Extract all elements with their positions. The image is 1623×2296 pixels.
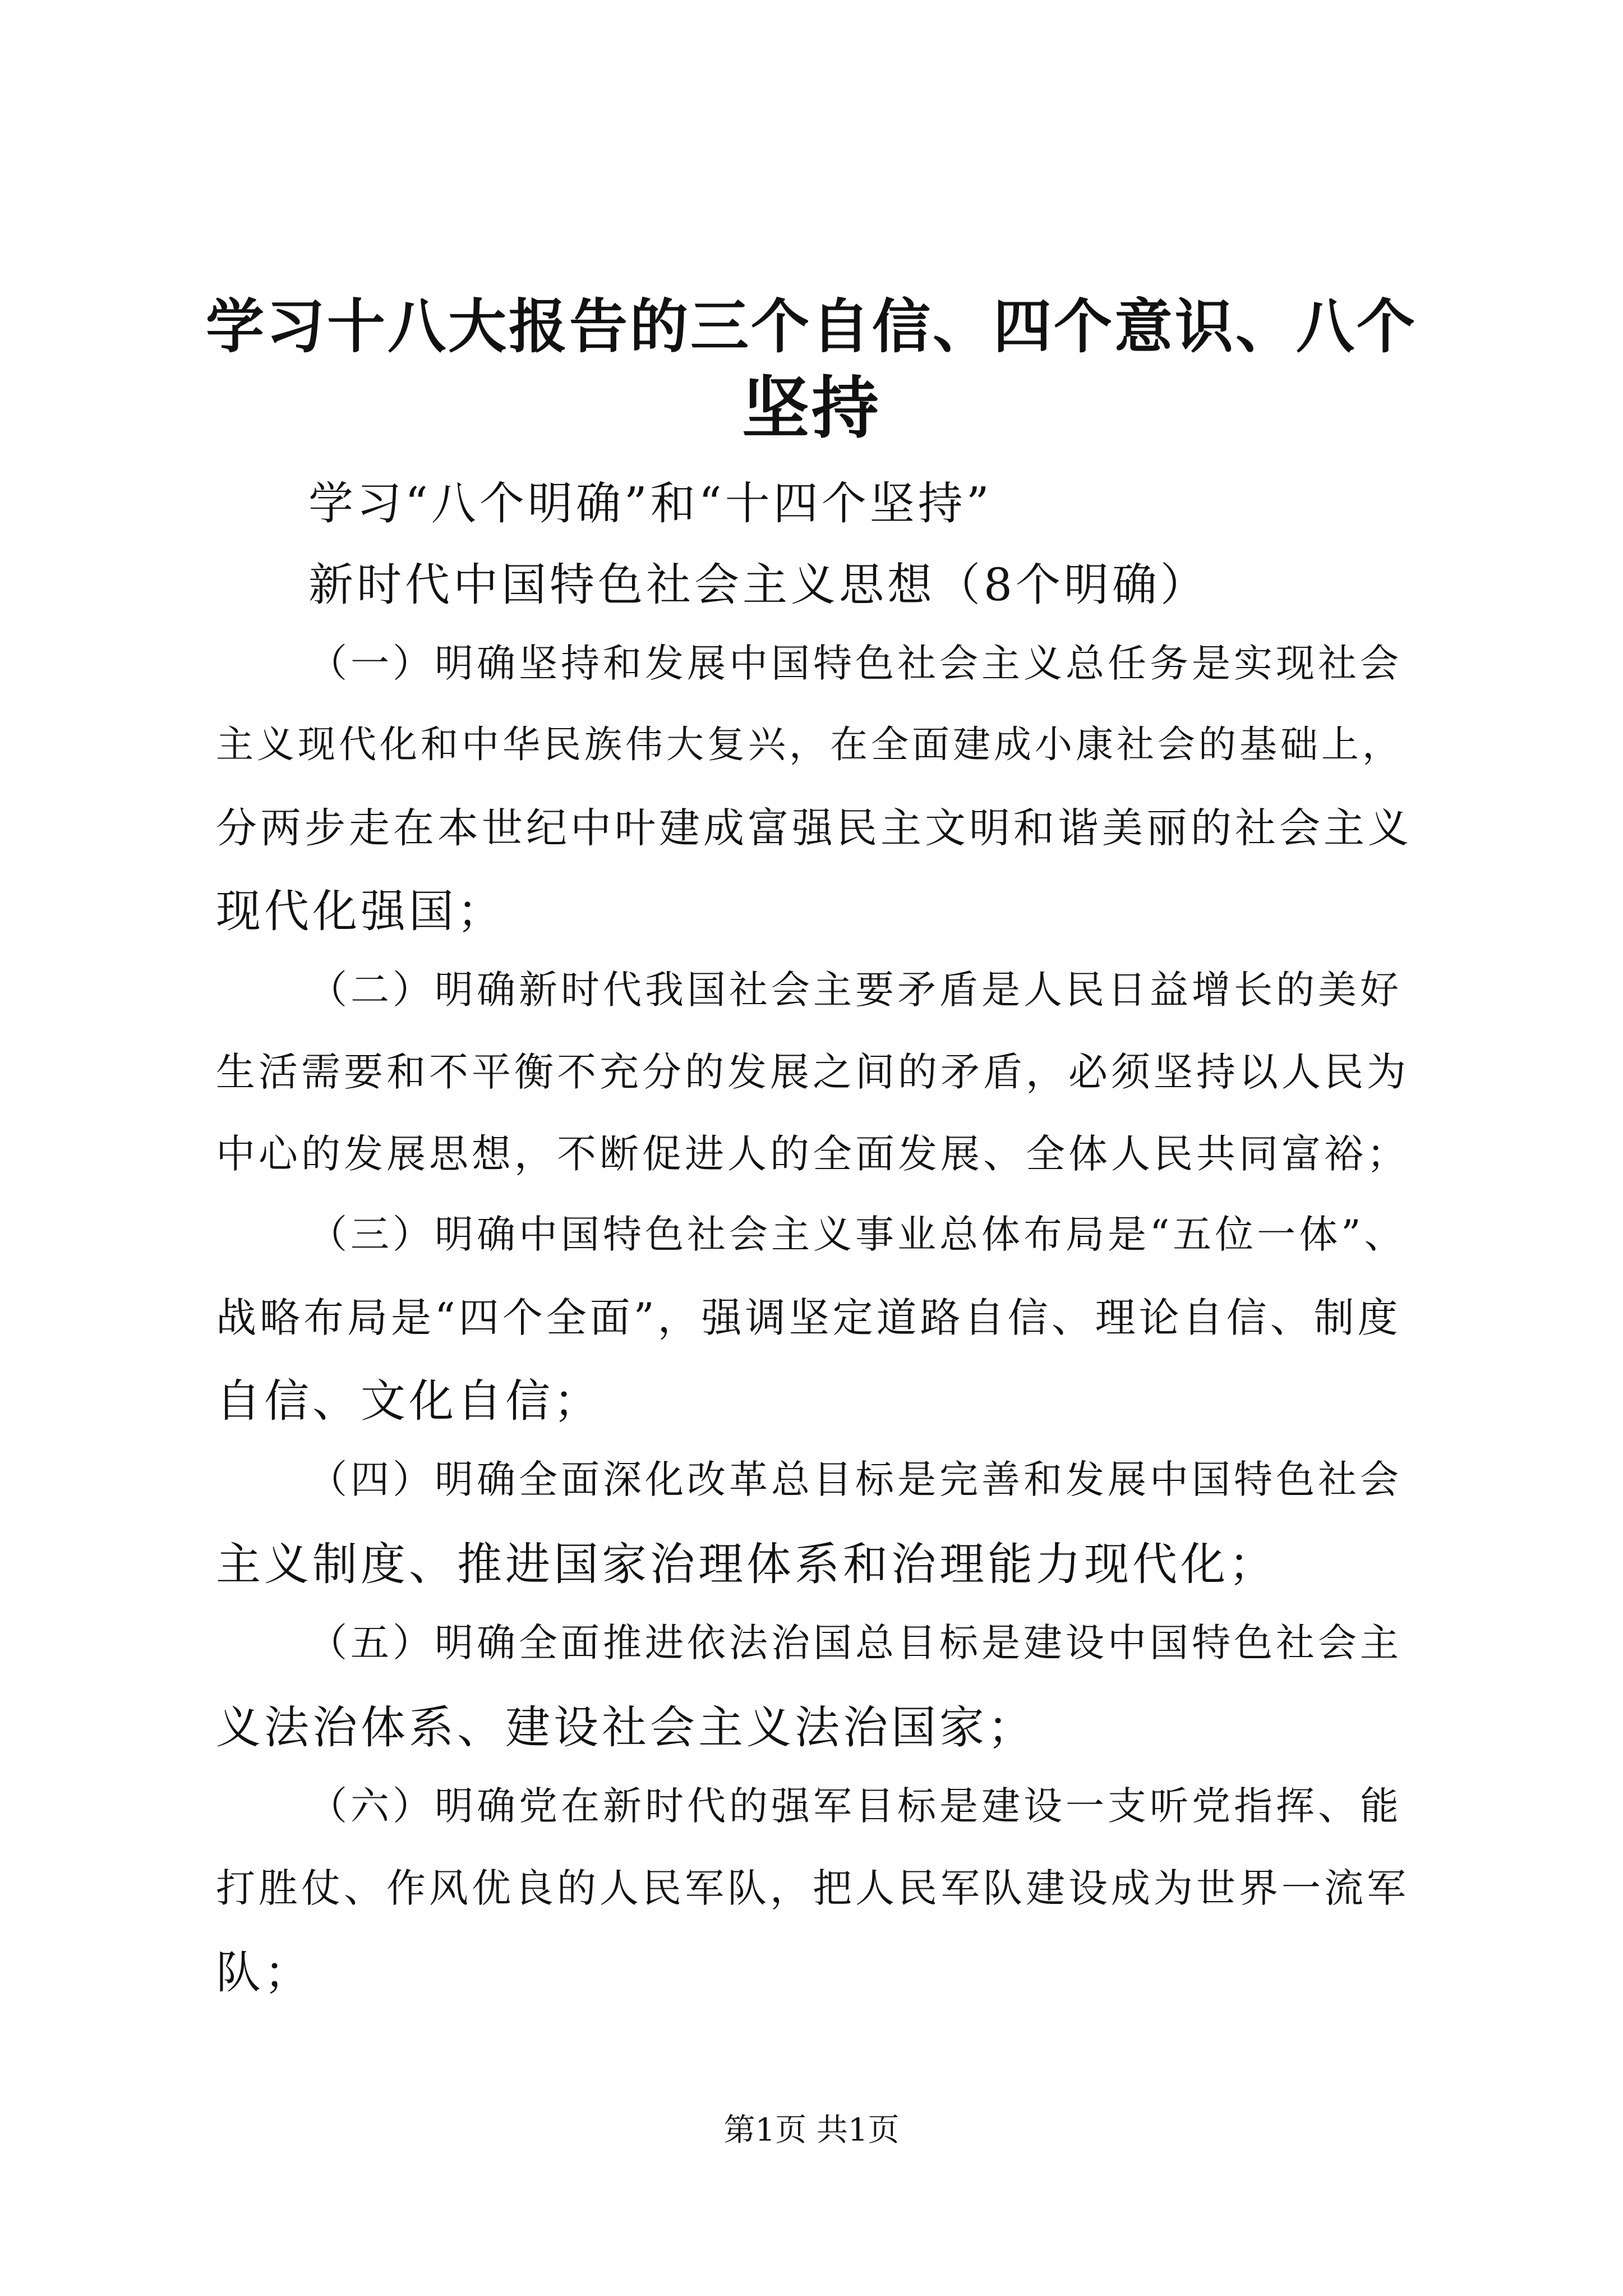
- subtitle: 学习“八个明确”和“十四个坚持”: [308, 477, 993, 530]
- paragraph-4-line-2: 主义制度、推进国家治理体系和治理能力现代化；: [216, 1538, 1277, 1590]
- paragraph-1-line-2: 主义现代化和中华民族伟大复兴，在全面建成小康社会的基础上，: [216, 723, 1403, 766]
- document-title-line-1: 学习十八大报告的三个自信、四个意识、八个: [205, 292, 1417, 361]
- paragraph-6-line-3: 队；: [216, 1947, 312, 1999]
- page-footer: 第1页 共1页: [723, 2112, 900, 2148]
- paragraph-1-line-4: 现代化强国；: [216, 885, 505, 937]
- paragraph-5-line-2: 义法治体系、建设社会主义法治国家；: [216, 1701, 1036, 1754]
- paragraph-3-line-2: 战略布局是“四个全面”，强调坚定道路自信、理论自信、制度: [216, 1294, 1401, 1341]
- paragraph-6-line-1: （六）明确党在新时代的强军目标是建设一支听党指挥、能: [308, 1784, 1402, 1829]
- paragraph-6-line-2: 打胜仗、作风优良的人民军队，把人民军队建设成为世界一流军: [216, 1865, 1409, 1911]
- paragraph-5-line-1: （五）明确全面推进依法治国总目标是建设中国特色社会主: [308, 1621, 1402, 1665]
- paragraph-4-line-1: （四）明确全面深化改革总目标是完善和发展中国特色社会: [308, 1457, 1402, 1502]
- paragraph-2-line-1: （二）明确新时代我国社会主要矛盾是人民日益增长的美好: [308, 968, 1402, 1013]
- paragraph-3-line-3: 自信、文化自信；: [216, 1375, 602, 1427]
- paragraph-1-line-3: 分两步走在本世纪中叶建成富强民主文明和谐美丽的社会主义: [216, 804, 1412, 852]
- paragraph-3-line-1: （三）明确中国特色社会主义事业总体布局是“五位一体”、: [308, 1212, 1407, 1257]
- section-heading: 新时代中国特色社会主义思想（8个明确）: [308, 559, 1209, 611]
- paragraph-1-line-1: （一）明确坚持和发展中国特色社会主义总任务是实现社会: [308, 641, 1402, 686]
- paragraph-2-line-3: 中心的发展思想，不断促进人的全面发展、全体人民共同富裕；: [216, 1131, 1409, 1177]
- paragraph-2-line-2: 生活需要和不平衡不充分的发展之间的矛盾，必须坚持以人民为: [216, 1049, 1409, 1095]
- document-title-line-2: 坚持: [742, 369, 881, 448]
